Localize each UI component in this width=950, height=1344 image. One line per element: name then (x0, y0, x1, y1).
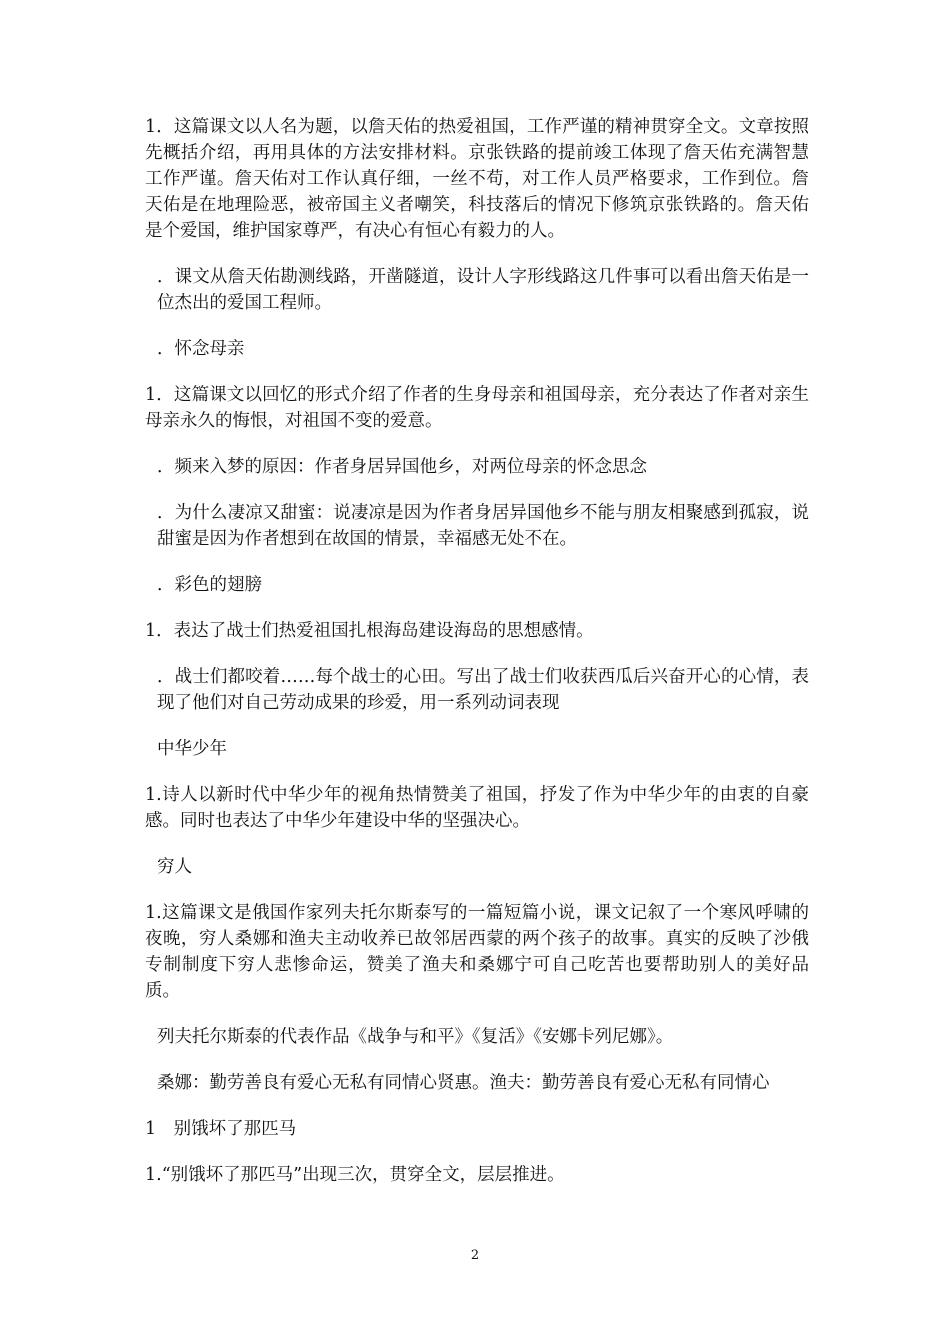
section-heading-qiongren: 穷人 (157, 857, 192, 877)
section-heading-huainian-muqin: ．怀念母亲 (157, 339, 245, 359)
paragraph-6: ．为什么凄凉又甜蜜：说凄凉是因为作者身居异国他乡不能与朋友相聚感到孤寂，说甜蜜是因为作者想到在故国的情景，幸福感无处不在。 (157, 503, 809, 549)
paragraph-5: ．频来入梦的原因：作者身居异国他乡，对两位母亲的怀念思念 (157, 457, 647, 477)
paragraph-1: 1．这篇课文以人名为题，以詹天佑的热爱祖国，工作严谨的精神贯穿全文。文章按照先概括介绍，再用具体的方法安排材料。京张铁路的提前竣工体现了詹天佑充满智慧工作严谨。詹天佑对工作认真仔细，一丝不苟，对工作人员严格要求，工作到位。詹天佑是在地理险恶，被帝国主义者嘲笑，科技落后的情况下修筑京张铁路的。詹天佑是个爱国，维护国家尊严，有决心有恒心有毅力的人。 (145, 117, 809, 241)
section-heading-caise-de-chibang: ．彩色的翅膀 (157, 575, 262, 595)
paragraph-11: 1.诗人以新时代中华少年的视角热情赞美了祖国，抒发了作为中华少年的由衷的自豪感。同时也表达了中华少年建设中华的坚强决心。 (145, 785, 809, 831)
paragraph-15: 桑娜：勤劳善良有爱心无私有同情心贤惠。渔夫：勤劳善良有爱心无私有同情心 (157, 1073, 770, 1093)
document-body (145, 114, 809, 1208)
paragraph-17: 1.“别饿坏了那匹马”出现三次，贯穿全文，层层推进。 (145, 1165, 565, 1185)
page-number: 2 (470, 1248, 480, 1263)
paragraph-14: 列夫托尔斯泰的代表作品《战争与和平》《复活》《安娜卡列尼娜》。 (157, 1027, 674, 1047)
paragraph-4: 1．这篇课文以回忆的形式介绍了作者的生身母亲和祖国母亲，充分表达了作者对亲生母亲永久的悔恨，对祖国不变的爱意。 (145, 385, 809, 431)
section-heading-bie-ehuai-le-na-pi-ma: 1 别饿坏了那匹马 (145, 1119, 297, 1139)
paragraph-8: 1．表达了战士们热爱祖国扎根海岛建设海岛的思想感情。 (145, 621, 594, 641)
paragraph-2: ．课文从詹天佑勘测线路，开凿隧道，设计人字形线路这几件事可以看出詹天佑是一位杰出的爱国工程师。 (157, 267, 809, 313)
paragraph-13: 1.这篇课文是俄国作家列夫托尔斯泰写的一篇短篇小说，课文记叙了一个寒风呼啸的夜晚，穷人桑娜和渔夫主动收养已故邻居西蒙的两个孩子的故事。真实的反映了沙俄专制制度下穷人悲惨命运，赞美了渔夫和桑娜宁可自己吃苦也要帮助别人的美好品质。 (145, 903, 809, 1001)
section-heading-zhonghua-shaonian: 中华少年 (157, 739, 227, 759)
paragraph-9: ．战士们都咬着……每个战士的心田。写出了战士们收获西瓜后兴奋开心的心情，表现了他们对自己劳动成果的珍爱，用一系列动词表现 (157, 667, 809, 713)
